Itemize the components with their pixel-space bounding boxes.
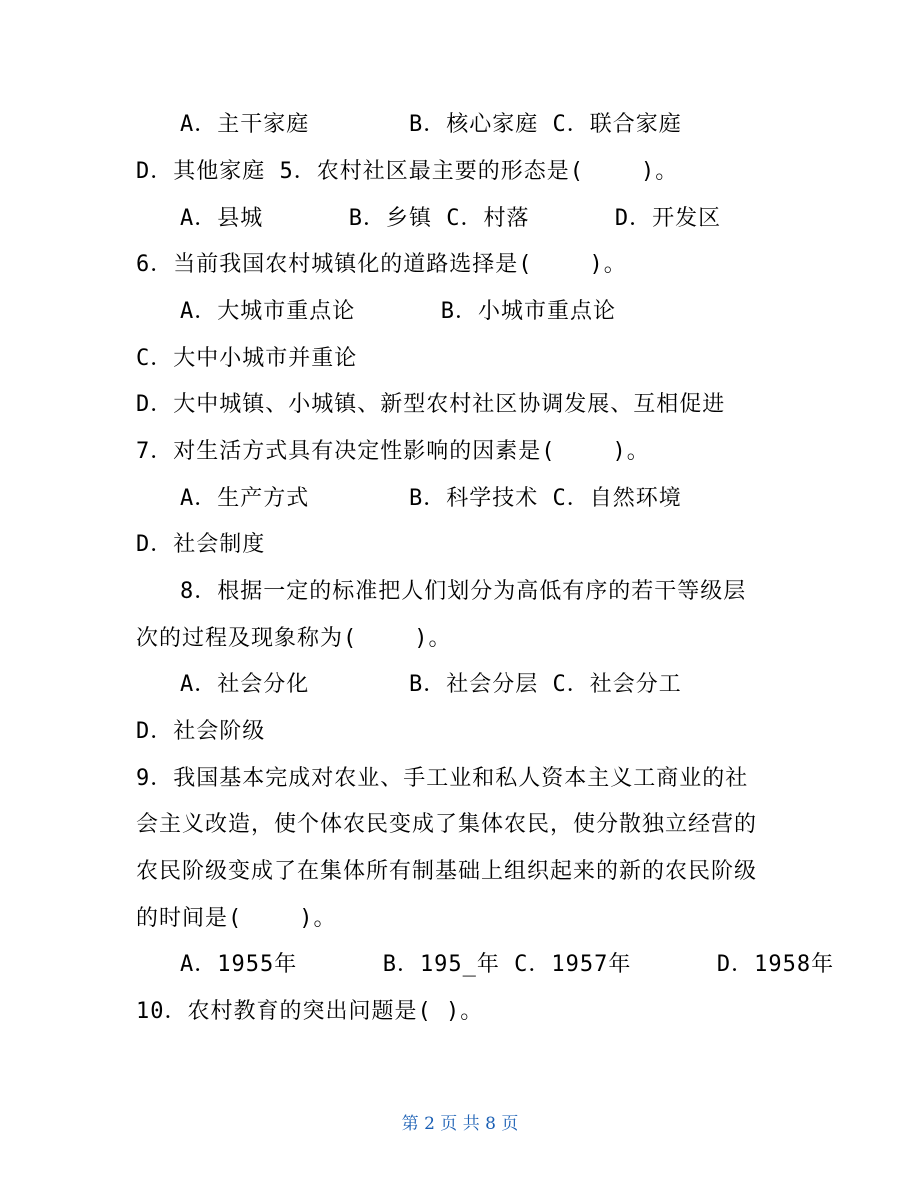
option-line: D．社会阶级	[136, 719, 266, 744]
question-line: 次的过程及现象称为( )。	[136, 626, 452, 651]
option-line: C．大中小城市并重论	[136, 346, 358, 371]
question-line: 的时间是( )。	[136, 906, 337, 931]
question-line: 8．根据一定的标准把人们划分为高低有序的若干等级层	[180, 579, 747, 604]
page-number-footer: 第 2 页 共 8 页	[401, 1114, 519, 1134]
question-line: 6．当前我国农村城镇化的道路选择是( )。	[136, 252, 627, 277]
question-line: 农民阶级变成了在集体所有制基础上组织起来的新的农民阶级	[136, 859, 758, 884]
question-line: 会主义改造，使个体农民变成了集体农民，使分散独立经营的	[136, 812, 758, 837]
option-line: D．大中城镇、小城镇、新型农村社区协调发展、互相促进	[136, 392, 726, 417]
option-line: A．1955年 B．195_年 C．1957年 D．1958年	[180, 952, 835, 977]
question-line: 9．我国基本完成对农业、手工业和私人资本主义工商业的社	[136, 766, 749, 791]
option-question-line: D．其他家庭 5．农村社区最主要的形态是( )。	[136, 159, 679, 184]
option-line: D．社会制度	[136, 532, 266, 557]
option-line: A．大城市重点论 B．小城市重点论	[180, 299, 616, 324]
option-line: A．社会分化 B．社会分层 C．社会分工	[180, 672, 682, 697]
question-line: 7．对生活方式具有决定性影响的因素是( )。	[136, 439, 650, 464]
option-line: A．县城 B．乡镇 C．村落 D．开发区	[180, 206, 722, 231]
question-line: 10．农村教育的突出问题是( )。	[136, 999, 484, 1024]
option-line: A．生产方式 B．科学技术 C．自然环境	[180, 486, 682, 511]
option-line: A．主干家庭 B．核心家庭 C．联合家庭	[180, 112, 682, 137]
